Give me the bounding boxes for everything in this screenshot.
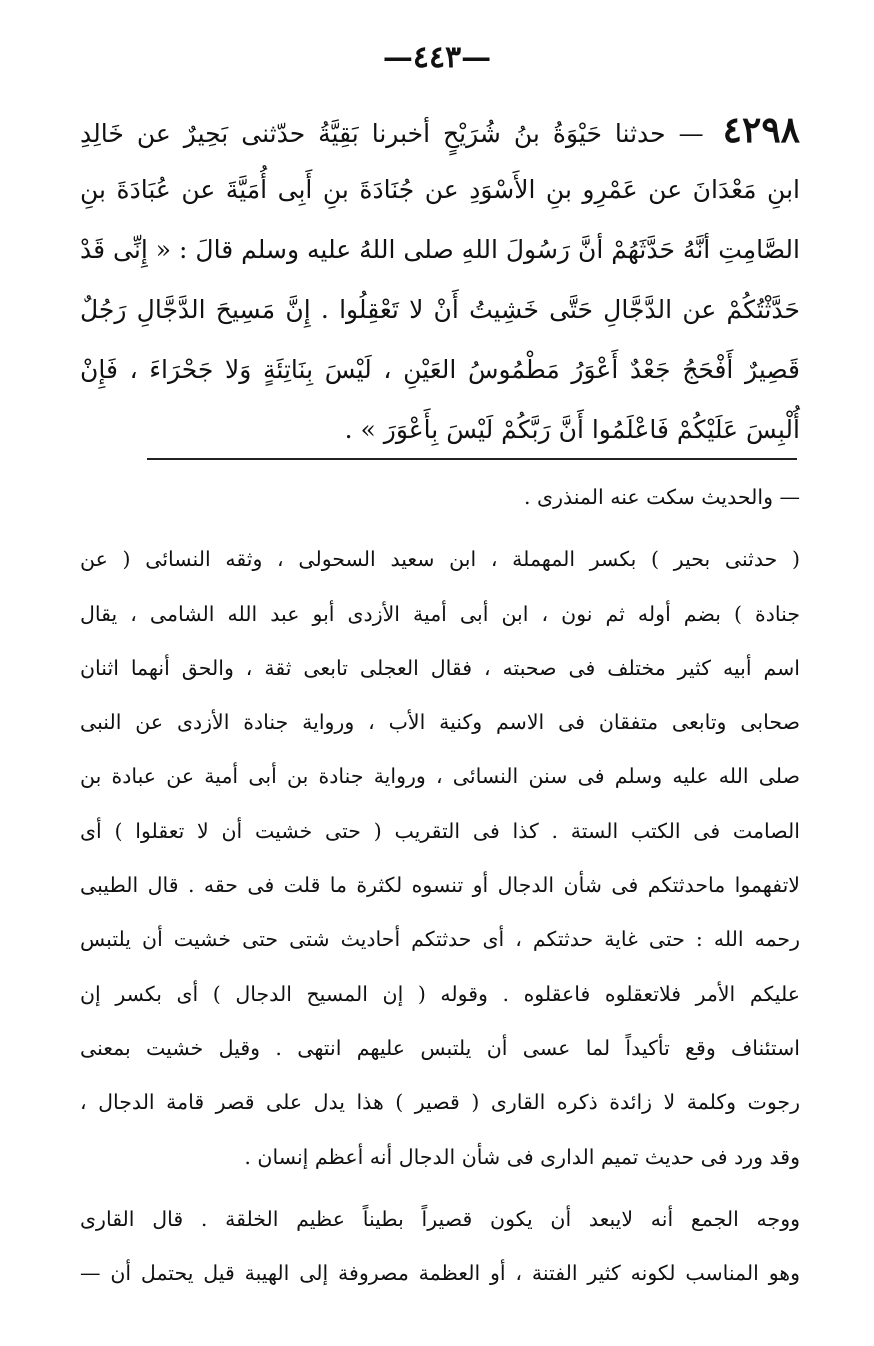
section-divider — [147, 458, 797, 460]
commentary-line: صلى الله عليه وسلم فى سنن النسائى ، ورواية جنادة بن أبى أمية عن عبادة بن — [80, 764, 800, 789]
hadith-line-1 — [80, 100, 800, 160]
hadith-line-2: ابنِ مَعْدَانَ عن عَمْرِو بنِ الأَسْوَدِ عن جُنَادَةَ بنِ أَبِى أُمَيَّةَ عن عُبَادَةَ بنِ — [80, 175, 800, 204]
commentary-line: عليكم الأمر فلاتعقلوه فاعقلوه . وقوله ( إن المسيح الدجال ) أى بكسر إن — [80, 981, 800, 1006]
paragraph-gap — [80, 1184, 800, 1192]
commentary-line: اسم أبيه كثير مختلف فى صحبته ، فقال العجلى تابعى ثقة ، والحق أنهما اثنان — [80, 655, 800, 680]
commentary-line: ووجه الجمع أنه لايبعد أن يكون قصيراً بطيناً عظيم الخلقة . قال القارى — [80, 1206, 800, 1231]
hadith-line-text: — حدثنا حَيْوَةُ بنُ شُرَيْحٍ أخبرنا بَقِيَّةُ حدّثنى بَحِيرٌ عن خَالِدِ — [80, 119, 704, 148]
hadith-number: ٤٢٩٨ — [722, 109, 800, 151]
hadith-line-3: الصَّامِتِ أنَّهُ حَدَّثَهُمْ أنَّ رَسُولَ اللهِ صلى اللهُ عليه وسلم قالَ : « إِنِّى قَدْ — [80, 235, 800, 264]
page-number: —٤٤٣— — [382, 40, 492, 75]
commentary-line: — والحديث سكت عنه المنذرى . — [524, 485, 800, 509]
commentary-line: وقد ورد فى حديث تميم الدارى فى شأن الدجال أنه أعظم إنسان . — [244, 1144, 800, 1169]
commentary-line: صحابى وتابعى متفقان فى الاسم وكنية الأب ، ورواية جنادة الأزدى عن النبى — [80, 710, 800, 735]
commentary-line: رحمه الله : حتى غاية حدثتكم ، أى حدثتكم أحاديث شتى حتى خشيت أن يلتبس — [80, 927, 800, 952]
hadith-line-4: حَدَّثْتُكُمْ عن الدَّجَّالِ حَتَّى خَشِيتُ أَنْ لا تَعْقِلُوا . إِنَّ مَسِيحَ الدَّجَّالِ رَجُلٌ — [80, 295, 800, 324]
commentary-line: استئناف وقع تأكيداً لما عسى أن يلتبس عليهم انتهى . وقيل خشيت بمعنى — [80, 1035, 800, 1060]
commentary-line: الصامت فى الكتب الستة . كذا فى التقريب ( حتى خشيت أن لا تعقلوا ) أى — [80, 818, 800, 843]
paragraph-gap — [80, 524, 800, 532]
hadith-text — [80, 100, 800, 460]
commentary-line: رجوت وكلمة لا زائدة ذكره القارى ( قصير ) هذا يدل على قصر قامة الدجال ، — [80, 1090, 800, 1115]
hadith-line-5: قَصِيرٌ أَفْحَجُ جَعْدٌ أَعْوَرُ مَطْمُوسُ العَيْنِ ، لَيْسَ بِنَاتِئَةٍ وَلا جَحْرَاءَ ، فَإِنْ — [80, 355, 800, 384]
commentary-text — [80, 470, 800, 1300]
commentary-line: جنادة ) بضم أوله ثم نون ، ابن أبى أمية الأزدى أبو عبد الله الشامى ، يقال — [80, 601, 800, 626]
commentary-line: لاتفهموا ماحدثتكم فى شأن الدجال أو تنسوه لكثرة ما قلت فى حقه . قال الطيبى — [80, 873, 800, 898]
commentary-line: ( حدثنى بحير ) بكسر المهملة ، ابن سعيد السحولى ، وثقه النسائى ( عن — [80, 547, 800, 572]
hadith-line-6: أُلْبِسَ عَلَيْكُمْ فَاعْلَمُوا أَنَّ رَبَّكُمْ لَيْسَ بِأَعْوَرَ » . — [344, 415, 800, 444]
commentary-line: وهو المناسب لكونه كثير الفتنة ، أو العظمة مصروفة إلى الهيبة قيل يحتمل أن — — [80, 1261, 800, 1286]
